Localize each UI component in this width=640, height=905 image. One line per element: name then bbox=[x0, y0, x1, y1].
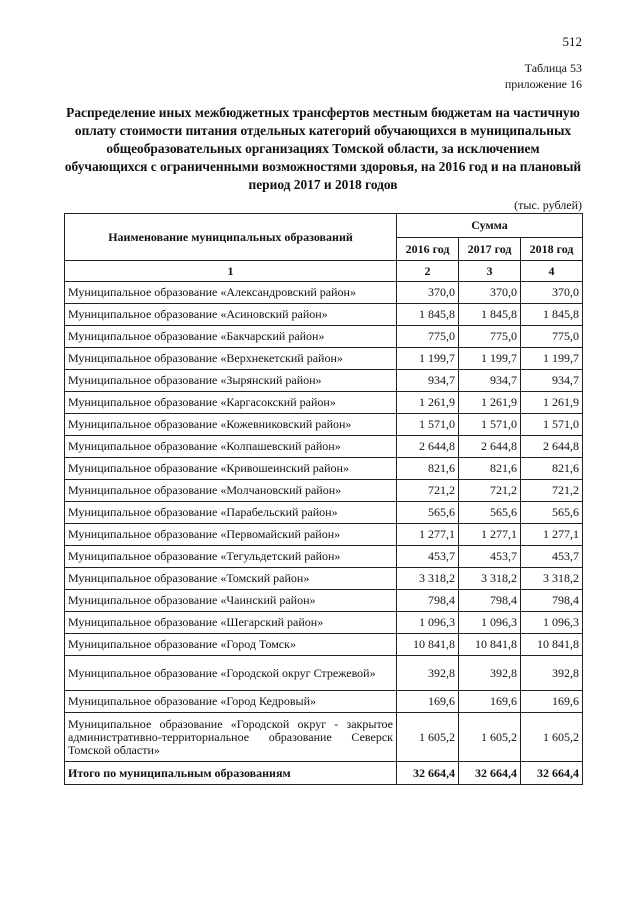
value-2017: 3 318,2 bbox=[459, 568, 521, 590]
value-2018: 10 841,8 bbox=[521, 634, 583, 656]
value-2016: 1 845,8 bbox=[397, 304, 459, 326]
value-2016: 1 277,1 bbox=[397, 524, 459, 546]
total-label: Итого по муниципальным образованиям bbox=[65, 762, 397, 785]
value-2017: 1 277,1 bbox=[459, 524, 521, 546]
table-row bbox=[65, 348, 583, 370]
municipality-name: Муниципальное образование «Шегарский район» bbox=[65, 612, 397, 634]
municipality-name: Муниципальное образование «Томский район» bbox=[65, 568, 397, 590]
value-2017: 1 199,7 bbox=[459, 348, 521, 370]
value-2018: 1 571,0 bbox=[521, 414, 583, 436]
value-2016: 453,7 bbox=[397, 546, 459, 568]
value-2017: 1 571,0 bbox=[459, 414, 521, 436]
value-2017: 370,0 bbox=[459, 282, 521, 304]
table-row bbox=[65, 414, 583, 436]
municipality-name: Муниципальное образование «Город Кедровый» bbox=[65, 691, 397, 713]
value-2016: 370,0 bbox=[397, 282, 459, 304]
value-2018: 3 318,2 bbox=[521, 568, 583, 590]
value-2018: 2 644,8 bbox=[521, 436, 583, 458]
value-2016: 1 571,0 bbox=[397, 414, 459, 436]
value-2018: 453,7 bbox=[521, 546, 583, 568]
value-2017: 1 261,9 bbox=[459, 392, 521, 414]
table-row bbox=[65, 713, 583, 762]
value-2017: 169,6 bbox=[459, 691, 521, 713]
document-title: Распределение иных межбюджетных трансфертов местным бюджетам на частичную оплату стоимости питания отдельных категорий обучающихся в муниципальных общеобразовательных организациях Томской области, за исключением обучающихся с ограниченными возможностями здоровья, на 2016 год и на плановый период 2017 и 2018 годов bbox=[64, 105, 582, 192]
value-2018: 1 096,3 bbox=[521, 612, 583, 634]
value-2016: 392,8 bbox=[397, 656, 459, 691]
value-2016: 1 096,3 bbox=[397, 612, 459, 634]
total-2017: 32 664,4 bbox=[459, 762, 521, 785]
value-2016: 1 199,7 bbox=[397, 348, 459, 370]
header-name: Наименование муниципальных образований bbox=[65, 214, 397, 261]
table-row bbox=[65, 502, 583, 524]
table-row bbox=[65, 691, 583, 713]
value-2017: 392,8 bbox=[459, 656, 521, 691]
value-2017: 798,4 bbox=[459, 590, 521, 612]
value-2016: 10 841,8 bbox=[397, 634, 459, 656]
page-number: 512 bbox=[562, 34, 582, 49]
value-2016: 2 644,8 bbox=[397, 436, 459, 458]
value-2016: 169,6 bbox=[397, 691, 459, 713]
value-2016: 1 261,9 bbox=[397, 392, 459, 414]
total-row bbox=[65, 762, 583, 785]
value-2018: 1 845,8 bbox=[521, 304, 583, 326]
municipality-name: Муниципальное образование «Тегульдетский район» bbox=[65, 546, 397, 568]
value-2017: 2 644,8 bbox=[459, 436, 521, 458]
municipality-name: Муниципальное образование «Кривошеинский район» bbox=[65, 458, 397, 480]
table-row bbox=[65, 304, 583, 326]
table-row bbox=[65, 392, 583, 414]
value-2018: 565,6 bbox=[521, 502, 583, 524]
units-label: (тыс. рублей) bbox=[514, 198, 582, 212]
value-2017: 10 841,8 bbox=[459, 634, 521, 656]
value-2017: 1 096,3 bbox=[459, 612, 521, 634]
value-2018: 821,6 bbox=[521, 458, 583, 480]
column-number: 2 bbox=[397, 261, 459, 282]
value-2016: 934,7 bbox=[397, 370, 459, 392]
header-2016: 2016 год bbox=[397, 238, 459, 261]
value-2017: 1 605,2 bbox=[459, 713, 521, 762]
value-2018: 1 605,2 bbox=[521, 713, 583, 762]
municipality-name: Муниципальное образование «Каргасокский район» bbox=[65, 392, 397, 414]
table-row bbox=[65, 282, 583, 304]
value-2018: 370,0 bbox=[521, 282, 583, 304]
municipality-name: Муниципальное образование «Городской округ - закрытое административно-территориальное образование Северск Томской области» bbox=[65, 713, 397, 762]
table-row bbox=[65, 612, 583, 634]
total-2016: 32 664,4 bbox=[397, 762, 459, 785]
municipality-name: Муниципальное образование «Александровский район» bbox=[65, 282, 397, 304]
value-2018: 1 199,7 bbox=[521, 348, 583, 370]
municipality-name: Муниципальное образование «Парабельский район» bbox=[65, 502, 397, 524]
value-2016: 798,4 bbox=[397, 590, 459, 612]
value-2018: 798,4 bbox=[521, 590, 583, 612]
value-2018: 721,2 bbox=[521, 480, 583, 502]
value-2018: 934,7 bbox=[521, 370, 583, 392]
table-row bbox=[65, 370, 583, 392]
value-2018: 1 261,9 bbox=[521, 392, 583, 414]
municipality-name: Муниципальное образование «Городской округ Стрежевой» bbox=[65, 656, 397, 691]
table-row bbox=[65, 568, 583, 590]
total-2018: 32 664,4 bbox=[521, 762, 583, 785]
allocation-table bbox=[64, 213, 583, 785]
municipality-name: Муниципальное образование «Зырянский район» bbox=[65, 370, 397, 392]
value-2017: 821,6 bbox=[459, 458, 521, 480]
table-row bbox=[65, 436, 583, 458]
header-sum: Сумма bbox=[397, 214, 583, 238]
municipality-name: Муниципальное образование «Молчановский район» bbox=[65, 480, 397, 502]
value-2016: 3 318,2 bbox=[397, 568, 459, 590]
municipality-name: Муниципальное образование «Первомайский район» bbox=[65, 524, 397, 546]
value-2017: 775,0 bbox=[459, 326, 521, 348]
municipality-name: Муниципальное образование «Город Томск» bbox=[65, 634, 397, 656]
table-row bbox=[65, 634, 583, 656]
column-number: 3 bbox=[459, 261, 521, 282]
municipality-name: Муниципальное образование «Колпашевский район» bbox=[65, 436, 397, 458]
value-2016: 821,6 bbox=[397, 458, 459, 480]
column-number: 1 bbox=[65, 261, 397, 282]
municipality-name: Муниципальное образование «Чаинский район» bbox=[65, 590, 397, 612]
value-2017: 1 845,8 bbox=[459, 304, 521, 326]
value-2016: 565,6 bbox=[397, 502, 459, 524]
value-2017: 934,7 bbox=[459, 370, 521, 392]
table-row bbox=[65, 480, 583, 502]
table-row bbox=[65, 326, 583, 348]
value-2016: 775,0 bbox=[397, 326, 459, 348]
municipality-name: Муниципальное образование «Асиновский район» bbox=[65, 304, 397, 326]
municipality-name: Муниципальное образование «Бакчарский район» bbox=[65, 326, 397, 348]
header-2017: 2017 год bbox=[459, 238, 521, 261]
value-2018: 1 277,1 bbox=[521, 524, 583, 546]
value-2018: 775,0 bbox=[521, 326, 583, 348]
municipality-name: Муниципальное образование «Верхнекетский район» bbox=[65, 348, 397, 370]
value-2016: 1 605,2 bbox=[397, 713, 459, 762]
value-2017: 453,7 bbox=[459, 546, 521, 568]
table-row bbox=[65, 458, 583, 480]
value-2018: 169,6 bbox=[521, 691, 583, 713]
table-number: Таблица 53 bbox=[524, 61, 582, 75]
value-2017: 565,6 bbox=[459, 502, 521, 524]
value-2018: 392,8 bbox=[521, 656, 583, 691]
column-number: 4 bbox=[521, 261, 583, 282]
appendix-label: приложение 16 bbox=[504, 77, 582, 91]
municipality-name: Муниципальное образование «Кожевниковский район» bbox=[65, 414, 397, 436]
value-2016: 721,2 bbox=[397, 480, 459, 502]
value-2017: 721,2 bbox=[459, 480, 521, 502]
header-2018: 2018 год bbox=[521, 238, 583, 261]
table-row bbox=[65, 524, 583, 546]
table-row bbox=[65, 590, 583, 612]
table-row bbox=[65, 656, 583, 691]
table-row bbox=[65, 546, 583, 568]
